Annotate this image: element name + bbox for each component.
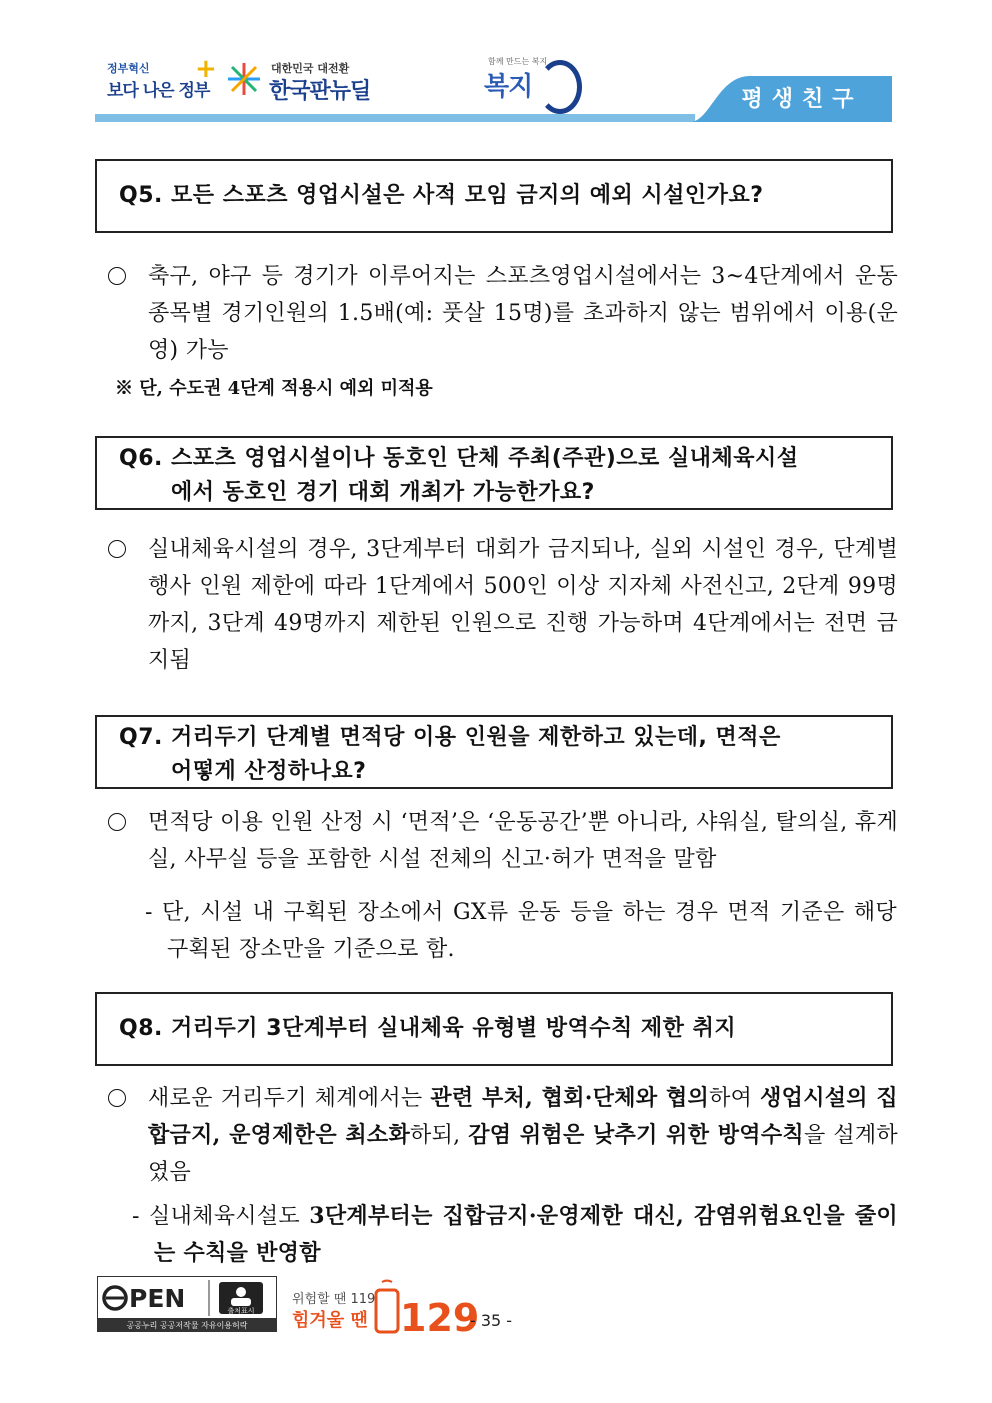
page-header xyxy=(95,40,892,130)
question-text: Q8. 거리두기 3단계부터 실내체육 유형별 방역수칙 제한 취지 xyxy=(119,1016,737,1041)
help-line-2: 힘겨울 땐 xyxy=(292,1310,368,1331)
question-text xyxy=(119,442,883,508)
question-box-q8 xyxy=(95,992,893,1066)
swoosh-icon xyxy=(538,60,582,114)
answer-q5 xyxy=(108,258,898,369)
question-box-q6 xyxy=(95,436,893,510)
sub-point-q7 xyxy=(145,894,897,968)
header-tab-label: 평생친구 xyxy=(741,87,863,112)
open-sub-text: 공공누리 공공저작물 자유이용허락 xyxy=(126,1321,248,1330)
sub-point-emphasis: 3단계부터는 집합금지·운영제한 대신, 감염위험요인을 줄이는 수칙을 반영함 xyxy=(154,1203,898,1266)
question-line-1: Q6. 스포츠 영업시설이나 동호인 단체 주최(주관)으로 실내체육시설 xyxy=(119,446,799,471)
open-badge-label: 출처표시 xyxy=(227,1307,255,1315)
question-box-q7 xyxy=(95,715,893,789)
answer-q7 xyxy=(108,804,898,878)
government-innovation-logo xyxy=(107,54,219,108)
answer-text: 축구, 야구 등 경기가 이루어지는 스포츠영업시설에서는 3~4단계에서 운동 종목별 경기인원의 1.5배(예: 풋살 15명)를 초과하지 않는 범위에서 이용(운영) 가능 xyxy=(148,264,898,363)
answer-part: 을 설계하였음 xyxy=(148,1123,898,1185)
answer-text: 실내체육시설의 경우, 3단계부터 대회가 금지되나, 실외 시설인 경우, 단계별 행사 인원 제한에 따라 1단계에서 500인 이상 지자체 사전신고, 2단계 99명까지, 3단계 49명까지 제한된 인원으로 진행 가능하며 4단계에서는 전면 금지됨 xyxy=(148,537,898,673)
kogl-open-badge xyxy=(97,1276,277,1332)
phone-icon xyxy=(376,1290,398,1332)
logo2-small-text: 대한민국 대전환 xyxy=(271,62,350,75)
open-label-text: PEN xyxy=(129,1284,186,1313)
logo3-small-text: 함께 만드는 복지 xyxy=(488,57,548,66)
answer-emphasis: 관련 부처, 협회·단체와 협의 xyxy=(430,1085,710,1111)
answer-emphasis: 생업시설의 집합금지, 운영제한은 최소화 xyxy=(148,1085,898,1148)
welfare-logo xyxy=(480,52,580,112)
logo3-big-text: 복지 xyxy=(484,72,533,102)
korean-new-deal-logo xyxy=(225,54,375,106)
sub-point-text: - 단, 시설 내 구획된 장소에서 GX류 운동 등을 하는 경우 면적 기준은 해당 구획된 장소만을 기준으로 함. xyxy=(145,900,897,962)
new-deal-star-icon xyxy=(225,60,263,98)
logo2-big-text: 한국판뉴딜 xyxy=(269,79,371,104)
circle-bullet-icon xyxy=(108,813,126,831)
note-q5: ※ 단, 수도권 4단계 적용시 예외 미적용 xyxy=(115,378,433,399)
logo1-small-text: 정부혁신 xyxy=(107,62,150,75)
sub-point-part: - 실내체육시설도 xyxy=(132,1204,310,1229)
sub-point-text xyxy=(132,1198,898,1272)
help-line-1: 위험할 땐 119 xyxy=(292,1292,376,1307)
header-accent-line xyxy=(95,114,695,122)
help-number: 129 xyxy=(400,1296,480,1336)
logo1-big-text: 보다 나은 정부 xyxy=(107,81,210,101)
question-line-2: 에서 동호인 경기 대회 개최가 가능한가요? xyxy=(171,480,595,505)
sub-point-q8 xyxy=(132,1198,898,1272)
answer-part: 하여 xyxy=(709,1086,761,1111)
circle-bullet-icon xyxy=(108,1089,126,1107)
plus-icon: + xyxy=(195,54,217,84)
help-129-logo xyxy=(290,1276,490,1336)
answer-part: 하되, xyxy=(410,1123,469,1148)
answer-text: 면적당 이용 인원 산정 시 ‘면적’은 ‘운동공간’뿐 아니라, 샤워실, 탈의실, 휴게실, 사무실 등을 포함한 시설 전체의 신고·허가 면적을 말함 xyxy=(148,810,898,872)
page-number: - 35 - xyxy=(470,1311,513,1330)
answer-q8 xyxy=(108,1080,898,1191)
question-line-1: Q7. 거리두기 단계별 면적당 이용 인원을 제한하고 있는데, 면적은 xyxy=(119,725,781,750)
answer-text xyxy=(148,1080,898,1191)
question-box-q5 xyxy=(95,159,893,233)
circle-bullet-icon xyxy=(108,267,126,285)
answer-q6 xyxy=(108,531,898,679)
circle-bullet-icon xyxy=(108,540,126,558)
question-line-2: 어떻게 산정하나요? xyxy=(171,759,367,784)
answer-emphasis: 감염 위험은 낮추기 위한 방역수칙 xyxy=(468,1122,804,1148)
answer-part: 새로운 거리두기 체계에서는 xyxy=(148,1086,431,1111)
question-text: Q5. 모든 스포츠 영업시설은 사적 모임 금지의 예외 시설인가요? xyxy=(119,183,764,208)
question-text xyxy=(119,721,883,787)
